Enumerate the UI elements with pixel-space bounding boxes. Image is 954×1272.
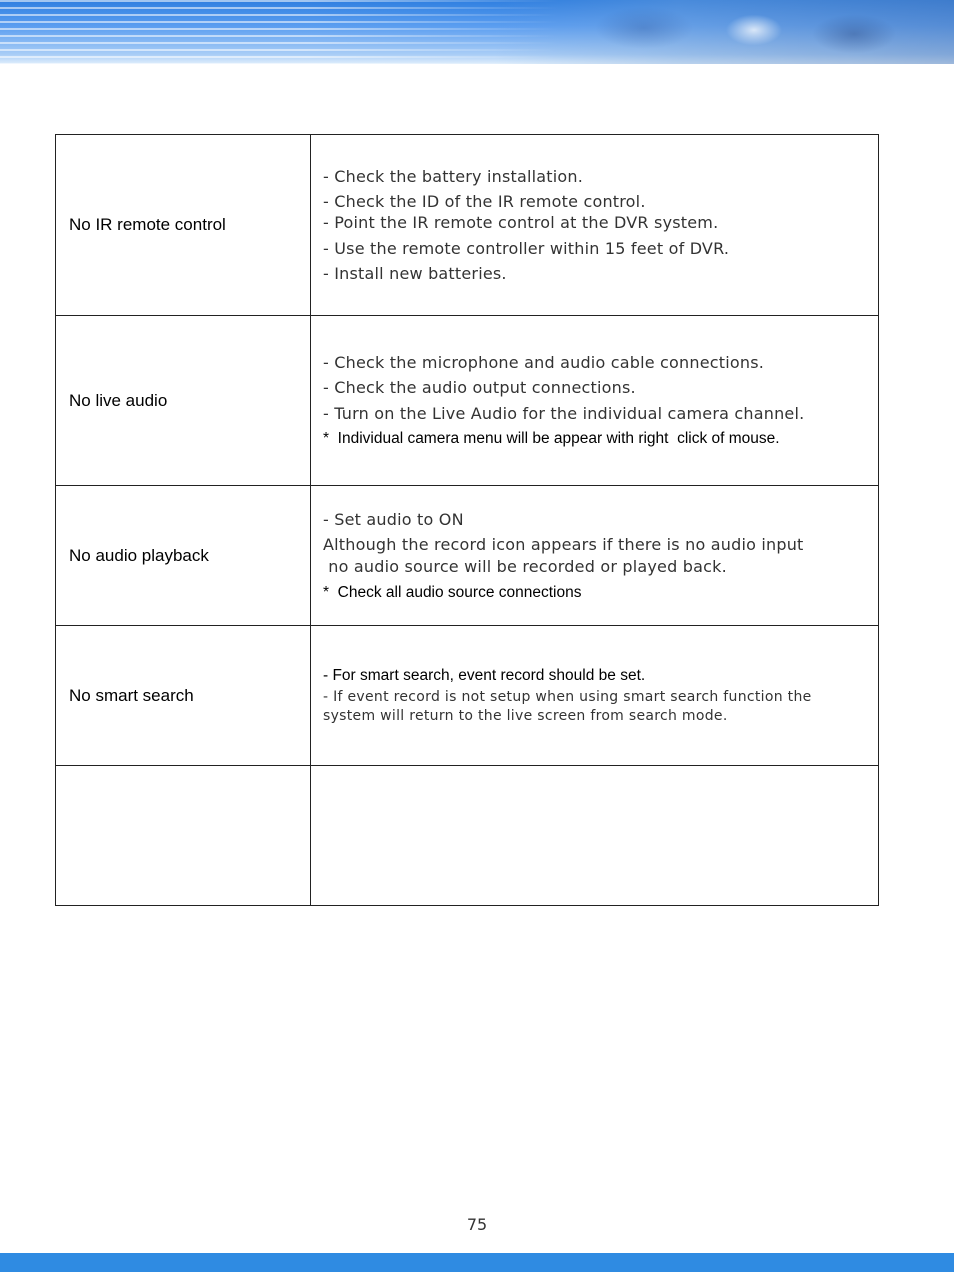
- solution-line: - Check the battery installation.: [323, 166, 584, 186]
- header-stripes: [0, 0, 560, 64]
- footer-bar: [0, 1253, 954, 1272]
- solution-note: * Individual camera menu will be appear with right click of mouse.: [323, 430, 780, 448]
- solution-line: - Install new batteries.: [323, 264, 507, 284]
- solution-line: - Set audio to ON: [323, 509, 464, 529]
- header-photo: [494, 0, 954, 64]
- solution-line: - Point the IR remote control at the DVR system.: [323, 213, 719, 233]
- table-row: [56, 486, 879, 626]
- solution-cell: [311, 626, 879, 766]
- table-row: [56, 316, 879, 486]
- solution-line: - Check the audio output connections.: [323, 378, 636, 398]
- problem-cell: No live audio: [56, 316, 311, 486]
- problem-cell: [56, 766, 311, 906]
- troubleshooting-table: [55, 134, 879, 906]
- solution-line: - Check the microphone and audio cable connections.: [323, 352, 765, 372]
- problem-cell: No smart search: [56, 626, 311, 766]
- page-number: 75: [466, 1215, 488, 1234]
- solution-cell: [311, 486, 879, 626]
- solution-cell: [311, 316, 879, 486]
- solution-line: - Use the remote controller within 15 feet of DVR.: [323, 238, 730, 258]
- solution-line: - Turn on the Live Audio for the individual camera channel.: [323, 403, 805, 423]
- solution-note: - For smart search, event record should be set.: [323, 667, 646, 684]
- solution-cell: [311, 135, 879, 316]
- solution-line: - Check the ID of the IR remote control.: [323, 192, 646, 212]
- solution-note: * Check all audio source connections: [323, 583, 582, 601]
- solution-cell: [311, 766, 879, 906]
- table-row: [56, 626, 879, 766]
- header-banner: [0, 0, 954, 64]
- solution-line: no audio source will be recorded or played back.: [323, 557, 727, 576]
- table-row: [56, 135, 879, 316]
- problem-cell: No IR remote control: [56, 135, 311, 316]
- solution-line: Although the record icon appears if there is no audio input: [323, 535, 804, 554]
- solution-line: system will return to the live screen from search mode.: [323, 708, 728, 724]
- table-row-empty: [56, 766, 879, 906]
- problem-cell: No audio playback: [56, 486, 311, 626]
- solution-line: - If event record is not setup when using smart search function the: [323, 689, 812, 705]
